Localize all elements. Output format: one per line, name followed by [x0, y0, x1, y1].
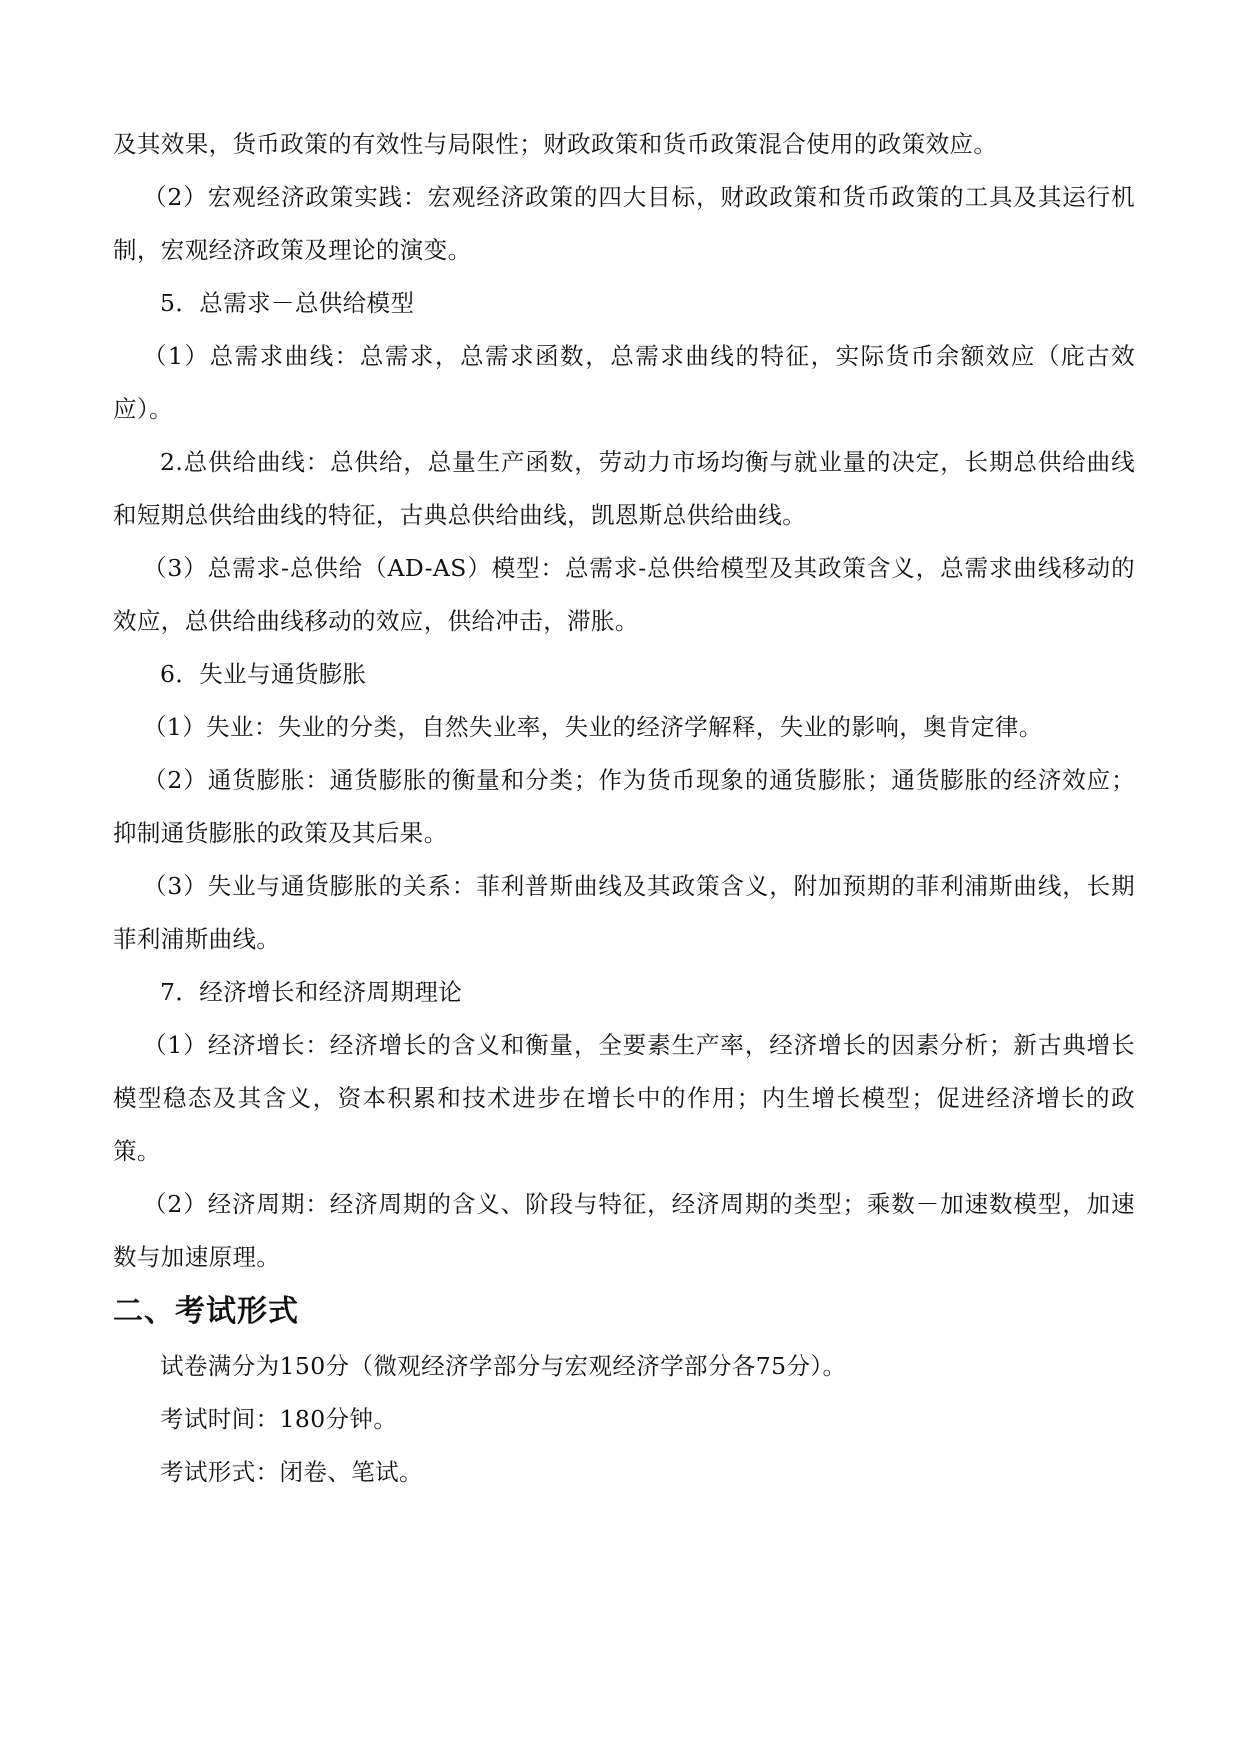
paragraph-aggregate-supply-curve: 2.总供给曲线：总供给，总量生产函数，劳动力市场均衡与就业量的决定，长期总供给曲线和短期总供给曲线的特征，古典总供给曲线，凯恩斯总供给曲线。	[113, 448, 1135, 529]
paragraph-aggregate-demand-curve: （1）总需求曲线：总需求，总需求函数，总需求曲线的特征，实际货币余额效应（庇古效应）。	[113, 342, 1135, 423]
paragraph-ad-as-model: （3）总需求-总供给（AD-AS）模型：总需求-总供给模型及其政策含义，总需求曲线移动的效应，总供给曲线移动的效应，供给冲击，滞胀。	[113, 554, 1135, 635]
exam-time: 考试时间：180分钟。	[160, 1405, 398, 1433]
section-5-title: 5．总需求－总供给模型	[160, 289, 415, 317]
section-2-heading: 二、考试形式	[113, 1294, 299, 1329]
paragraph-phillips-curve: （3）失业与通货膨胀的关系：菲利普斯曲线及其政策含义，附加预期的菲利浦斯曲线，长期菲利浦斯曲线。	[113, 872, 1135, 953]
section-6-title: 6．失业与通货膨胀	[160, 660, 367, 688]
paragraph-policy-effects: 及其效果，货币政策的有效性与局限性；财政政策和货币政策混合使用的政策效应。	[113, 130, 998, 158]
exam-format: 考试形式：闭卷、笔试。	[160, 1458, 423, 1486]
paragraph-business-cycle: （2）经济周期：经济周期的含义、阶段与特征，经济周期的类型；乘数－加速数模型，加速数与加速原理。	[113, 1190, 1135, 1271]
section-7-title: 7．经济增长和经济周期理论	[160, 978, 463, 1006]
paragraph-unemployment: （1）失业：失业的分类，自然失业率，失业的经济学解释，失业的影响，奥肯定律。	[143, 713, 1043, 741]
paragraph-economic-growth: （1）经济增长：经济增长的含义和衡量，全要素生产率，经济增长的因素分析；新古典增长模型稳态及其含义，资本积累和技术进步在增长中的作用；内生增长模型；促进经济增长的政策。	[113, 1031, 1135, 1165]
exam-score: 试卷满分为150分（微观经济学部分与宏观经济学部分各75分）。	[160, 1352, 847, 1380]
paragraph-inflation: （2）通货膨胀：通货膨胀的衡量和分类；作为货币现象的通货膨胀；通货膨胀的经济效应；抑制通货膨胀的政策及其后果。	[113, 766, 1135, 847]
page-content	[113, 118, 1135, 1499]
paragraph-macro-policy-practice: （2）宏观经济政策实践：宏观经济政策的四大目标，财政政策和货币政策的工具及其运行机制，宏观经济政策及理论的演变。	[113, 183, 1135, 264]
